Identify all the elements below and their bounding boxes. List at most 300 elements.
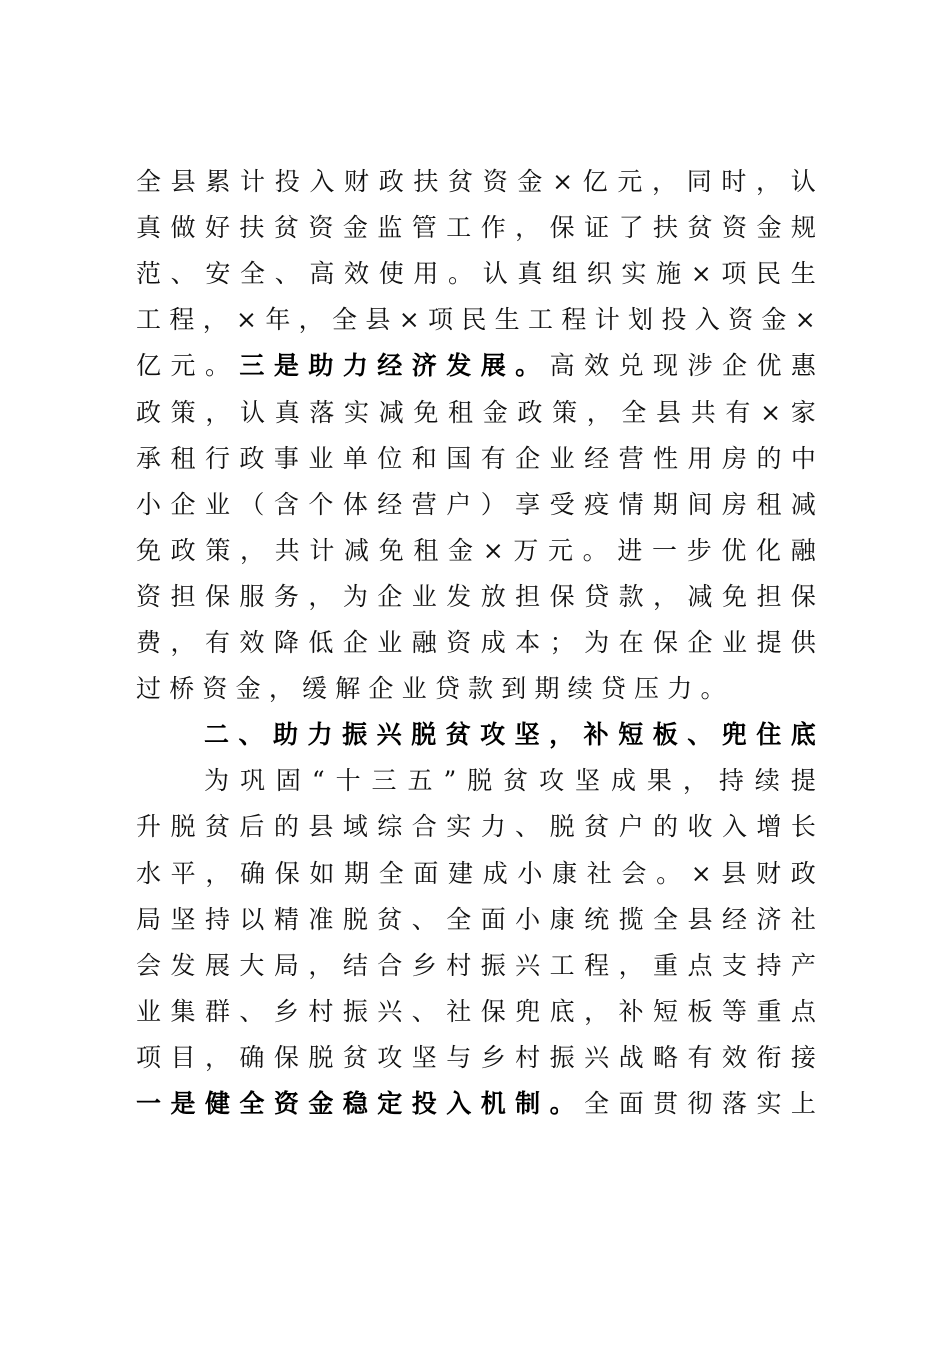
text-char: 坚	[411, 1042, 437, 1072]
bold-text-char: 坚	[514, 720, 540, 750]
text-char: 兴	[377, 996, 403, 1026]
text-char: 确	[239, 1042, 265, 1072]
text-char: 租	[170, 443, 196, 473]
text-char: 保	[549, 581, 575, 611]
text-char: 计	[309, 535, 335, 565]
text-char: 落	[309, 397, 335, 427]
text-char: 县	[365, 305, 391, 335]
text-char: 年	[265, 305, 291, 335]
text-char: 费	[136, 628, 162, 657]
text-char: 。	[700, 674, 726, 704]
text-char: 保	[790, 581, 816, 611]
bold-text-char: 制	[515, 1089, 541, 1118]
text-char: 政	[790, 858, 816, 888]
text-char: 续	[754, 766, 780, 796]
text-char: 户	[618, 812, 644, 842]
text-char: 到	[501, 674, 527, 704]
text-char: 持	[204, 904, 230, 934]
text-char: 共	[274, 535, 300, 565]
text-char: 累	[205, 167, 231, 196]
text-char: 真	[517, 259, 543, 289]
text-char: 升	[136, 812, 162, 842]
text-char: 管	[411, 213, 437, 243]
text-char: 全	[653, 904, 679, 934]
text-char: 认	[790, 167, 816, 196]
text-line	[136, 436, 816, 482]
text-char: 与	[446, 1042, 472, 1072]
text-line	[136, 251, 816, 297]
text-char: 脱	[170, 812, 196, 842]
text-char: 乡	[480, 1042, 506, 1072]
bold-text-char: 补	[583, 720, 609, 750]
text-char: 服	[239, 581, 265, 611]
text-char: 准	[308, 904, 334, 934]
text-char: 提	[756, 628, 782, 657]
text-char: 的	[273, 812, 299, 842]
text-char: ，	[204, 1042, 230, 1072]
bold-text-char: 底	[790, 720, 816, 750]
text-char: 放	[480, 581, 506, 611]
text-char: 时	[721, 167, 747, 196]
text-char: 真	[136, 213, 162, 243]
text-char: 大	[239, 950, 265, 980]
text-char: 担	[756, 581, 782, 611]
text-char: 涉	[687, 351, 713, 381]
text-line	[136, 205, 816, 251]
text-char: 战	[618, 1042, 644, 1072]
text-char: 。	[448, 259, 474, 289]
text-char: 济	[756, 904, 782, 934]
text-char: 合	[377, 950, 403, 980]
text-char: 社	[586, 858, 612, 888]
bold-text-char: 是	[170, 1089, 196, 1118]
text-char: 降	[273, 628, 299, 657]
text-char: 金	[482, 397, 508, 427]
text-char: 业	[721, 628, 747, 657]
text-char: 彻	[687, 1089, 713, 1118]
bold-text-char: 发	[446, 351, 472, 381]
text-char: 政	[170, 535, 196, 565]
text-char: 高	[549, 351, 575, 381]
text-char: 桥	[169, 674, 195, 704]
text-char: 五	[407, 766, 433, 796]
text-char: 结	[342, 950, 368, 980]
text-char: 免	[378, 535, 404, 565]
text-char: 业	[308, 443, 334, 473]
text-char: 业	[549, 443, 575, 473]
text-char: 兜	[515, 996, 541, 1026]
text-char: 。	[656, 858, 682, 888]
text-char: 减	[378, 397, 404, 427]
bold-text-char: 振	[342, 720, 368, 750]
text-char: 资	[446, 628, 472, 657]
text-char: 的	[653, 812, 679, 842]
text-line	[136, 297, 816, 343]
text-char: ，	[202, 305, 228, 335]
text-char: 成	[482, 858, 508, 888]
text-char: 全	[621, 397, 647, 427]
text-char: 村	[515, 1042, 541, 1072]
text-char: 全	[584, 1089, 610, 1118]
text-char: 统	[584, 904, 610, 934]
text-char: 计	[240, 167, 266, 196]
text-char: 策	[170, 397, 196, 427]
text-char: 业	[204, 489, 230, 519]
text-char: 贷	[584, 581, 610, 611]
text-char: 接	[790, 1042, 816, 1072]
text-char: 施	[656, 259, 682, 289]
text-char: 家	[790, 397, 816, 427]
bold-text-char: 。	[515, 351, 541, 381]
text-char: 实	[621, 259, 647, 289]
text-char: 间	[687, 489, 713, 519]
text-line	[204, 758, 816, 804]
text-char: ，	[584, 996, 610, 1026]
text-char: 业	[401, 674, 427, 704]
text-char: 贷	[600, 674, 626, 704]
text-char: ×	[794, 305, 816, 335]
text-char: 康	[552, 858, 578, 888]
text-char: ”	[443, 766, 457, 796]
text-char: 免	[136, 535, 162, 565]
text-char: 入	[694, 305, 720, 335]
text-char: 社	[790, 904, 816, 934]
text-char: ×	[552, 167, 574, 196]
text-char: 经	[377, 489, 403, 519]
text-char: 生	[494, 305, 520, 335]
text-line	[136, 343, 816, 389]
text-char: ，	[586, 397, 612, 427]
text-char: 三	[371, 766, 397, 796]
text-char: 缓	[302, 674, 328, 704]
text-char: 支	[721, 950, 747, 980]
text-char: 、	[170, 259, 196, 289]
text-char: 揽	[618, 904, 644, 934]
text-char: 优	[756, 351, 782, 381]
bold-text-char: 投	[411, 1089, 437, 1118]
text-char: ，	[240, 535, 266, 565]
text-char: 效	[721, 1042, 747, 1072]
text-char: 局	[273, 950, 299, 980]
text-char: 工	[136, 305, 162, 335]
bold-text-char: 一	[136, 1089, 162, 1118]
text-char: 力	[480, 812, 506, 842]
text-char: 兴	[584, 1042, 610, 1072]
text-char: ，	[308, 581, 334, 611]
text-char: 点	[687, 950, 713, 980]
text-char: 策	[205, 535, 231, 565]
text-line	[136, 804, 816, 850]
text-char: 乡	[411, 950, 437, 980]
text-char: 重	[756, 996, 782, 1026]
text-char: 发	[446, 581, 472, 611]
text-char: 项	[136, 1042, 162, 1072]
text-char: 发	[170, 950, 196, 980]
bold-text-char: 板	[652, 720, 678, 750]
text-char: 情	[618, 489, 644, 519]
text-char: 受	[549, 489, 575, 519]
text-line	[136, 390, 816, 436]
text-char: 元	[617, 167, 643, 196]
text-char: 展	[204, 950, 230, 980]
text-char: 后	[239, 812, 265, 842]
text-char: 坚	[575, 766, 601, 796]
text-char: 振	[342, 996, 368, 1026]
text-char: 扶	[653, 213, 679, 243]
text-char: 融	[411, 628, 437, 657]
text-char: 固	[275, 766, 301, 796]
text-char: 个	[308, 489, 334, 519]
text-char: 投	[274, 167, 300, 196]
text-char: 本	[515, 628, 541, 657]
text-char: 贫	[584, 812, 610, 842]
text-char: 平	[170, 858, 196, 888]
text-line	[136, 159, 816, 205]
text-char: 综	[377, 812, 403, 842]
text-char: ×	[690, 259, 712, 289]
bold-text-char: 住	[756, 720, 782, 750]
text-char: 策	[552, 397, 578, 427]
text-char: ×	[236, 305, 257, 335]
text-char: 国	[446, 443, 472, 473]
text-char: 资	[721, 213, 747, 243]
text-char: 保	[653, 628, 679, 657]
text-char: 认	[240, 397, 266, 427]
text-char: 保	[480, 996, 506, 1026]
text-char: 计	[594, 305, 620, 335]
text-char: 板	[687, 996, 713, 1026]
text-char: 、	[411, 996, 437, 1026]
text-char: 力	[667, 674, 693, 704]
text-char: 实	[344, 397, 370, 427]
bold-text-char: 展	[480, 351, 506, 381]
text-char: 现	[653, 351, 679, 381]
text-char: 保	[273, 1042, 299, 1072]
text-char: 金	[342, 213, 368, 243]
text-char: 贫	[503, 766, 529, 796]
text-line	[136, 1081, 816, 1127]
text-char: 务	[273, 581, 299, 611]
text-char: 担	[170, 581, 196, 611]
text-line	[136, 943, 816, 989]
text-line	[136, 851, 816, 897]
text-char: 减	[790, 489, 816, 519]
text-char: 共	[690, 397, 716, 427]
text-char: 同	[686, 167, 712, 196]
text-char: 实	[756, 1089, 782, 1118]
text-line	[136, 897, 816, 943]
bold-text-char: 脱	[411, 720, 437, 750]
bold-text-char: 兜	[721, 720, 747, 750]
text-char: 等	[721, 996, 747, 1026]
text-char: 了	[618, 213, 644, 243]
text-char: 实	[446, 812, 472, 842]
text-char: 期	[344, 858, 370, 888]
text-char: 贫	[342, 1042, 368, 1072]
text-char: 县	[170, 167, 196, 196]
text-char: 享	[515, 489, 541, 519]
text-char: 脱	[342, 904, 368, 934]
text-char: 贫	[687, 213, 713, 243]
text-char: 收	[687, 812, 713, 842]
text-char: 县	[308, 812, 334, 842]
text-char: 、	[515, 812, 541, 842]
text-char: 中	[790, 443, 816, 473]
text-char: 持	[718, 766, 744, 796]
text-char: 脱	[549, 812, 575, 842]
text-char: 解	[335, 674, 361, 704]
text-char: 为	[204, 766, 230, 796]
text-char: 租	[413, 535, 439, 565]
bold-text-char: 定	[377, 1089, 403, 1118]
text-char: 扶	[239, 213, 265, 243]
text-char: 惠	[790, 351, 816, 381]
text-char: 有	[725, 397, 751, 427]
text-char: 面	[413, 858, 439, 888]
text-char: 期	[534, 674, 560, 704]
text-char: 攻	[539, 766, 565, 796]
text-char: ×	[482, 535, 504, 565]
text-char: 项	[721, 259, 747, 289]
text-char: 面	[480, 904, 506, 934]
text-char: 减	[344, 535, 370, 565]
text-char: 兴	[515, 950, 541, 980]
text-char: 会	[136, 950, 162, 980]
text-char: 财	[756, 858, 782, 888]
text-char: 企	[342, 628, 368, 657]
text-char: 程	[169, 305, 195, 335]
text-char: 房	[721, 443, 747, 473]
text-char: 扶	[413, 167, 439, 196]
text-line	[136, 482, 816, 528]
bold-text-char: 经	[377, 351, 403, 381]
text-line	[136, 666, 816, 712]
text-char: 民	[756, 259, 782, 289]
text-char: 疫	[584, 489, 610, 519]
text-char: 经	[721, 904, 747, 934]
text-char: 营	[411, 489, 437, 519]
text-char: 的	[756, 443, 782, 473]
text-char: 工	[549, 950, 575, 980]
text-char: 好	[204, 213, 230, 243]
bold-text-char: 助	[273, 720, 299, 750]
text-char: 以	[239, 904, 265, 934]
text-char: 贫	[377, 904, 403, 934]
text-char: 村	[446, 950, 472, 980]
text-char: 企	[687, 628, 713, 657]
text-char: ，	[682, 766, 708, 796]
text-char: “	[311, 766, 325, 796]
text-char: 一	[652, 535, 678, 565]
text-char: ，	[756, 167, 782, 196]
bold-text-char: 、	[687, 720, 713, 750]
text-char: 全	[332, 305, 358, 335]
bold-text-char: 力	[307, 720, 333, 750]
text-char: 政	[378, 167, 404, 196]
text-char: 兑	[618, 351, 644, 381]
text-char: 县	[721, 858, 747, 888]
text-char: 补	[618, 996, 644, 1026]
text-char: 乡	[273, 996, 299, 1026]
text-char: 、	[274, 259, 300, 289]
text-char: 企	[377, 581, 403, 611]
text-char: ，	[205, 858, 231, 888]
text-char: 果	[646, 766, 672, 796]
text-char: 程	[561, 305, 587, 335]
text-char: 全	[240, 259, 266, 289]
text-char: 元	[170, 351, 196, 381]
text-char: ，	[308, 950, 334, 980]
text-char: 增	[756, 812, 782, 842]
text-char: 事	[273, 443, 299, 473]
text-char: ，	[268, 674, 294, 704]
text-char: 精	[273, 904, 299, 934]
text-char: 工	[528, 305, 554, 335]
text-char: 万	[513, 535, 539, 565]
text-char: 民	[461, 305, 487, 335]
text-char: 如	[309, 858, 335, 888]
text-char: 金	[761, 305, 787, 335]
text-char: 保	[204, 581, 230, 611]
text-char: 成	[610, 766, 636, 796]
text-line	[136, 528, 816, 574]
text-char: 租	[756, 489, 782, 519]
text-char: 工	[446, 213, 472, 243]
text-char: 重	[653, 950, 679, 980]
text-char: 政	[136, 397, 162, 427]
text-char: 体	[342, 489, 368, 519]
bold-text-char: 济	[411, 351, 437, 381]
text-char: 业	[377, 628, 403, 657]
bold-text-char: 、	[238, 720, 264, 750]
text-char: 资	[136, 581, 162, 611]
text-char: 划	[628, 305, 654, 335]
text-char: 资	[308, 213, 334, 243]
text-char: 款	[618, 581, 644, 611]
text-char: 县	[656, 397, 682, 427]
text-char: 含	[273, 489, 299, 519]
bold-text-char: 入	[446, 1089, 472, 1118]
text-char: 面	[618, 1089, 644, 1118]
text-char: 上	[790, 1089, 816, 1118]
bold-text-char: 金	[308, 1089, 334, 1118]
bold-text-char: 全	[239, 1089, 265, 1118]
text-char: 小	[136, 489, 162, 519]
text-char: 监	[377, 213, 403, 243]
text-char: 产	[790, 950, 816, 980]
text-char: ，	[653, 581, 679, 611]
text-line	[136, 574, 816, 620]
text-char: 入	[309, 167, 335, 196]
text-char: ，	[170, 628, 196, 657]
text-char: 资	[482, 167, 508, 196]
text-char: 组	[552, 259, 578, 289]
bold-text-char: 兴	[376, 720, 402, 750]
text-char: 金	[448, 535, 474, 565]
text-char: 减	[687, 581, 713, 611]
text-char: 真	[274, 397, 300, 427]
text-char: 程	[584, 950, 610, 980]
text-char: ，	[618, 950, 644, 980]
text-char: 和	[411, 443, 437, 473]
text-char: 持	[756, 950, 782, 980]
text-char: 续	[567, 674, 593, 704]
text-char: 振	[549, 1042, 575, 1072]
text-char: 保	[549, 213, 575, 243]
text-char: 期	[653, 489, 679, 519]
text-char: 贯	[653, 1089, 679, 1118]
text-char: 免	[721, 581, 747, 611]
